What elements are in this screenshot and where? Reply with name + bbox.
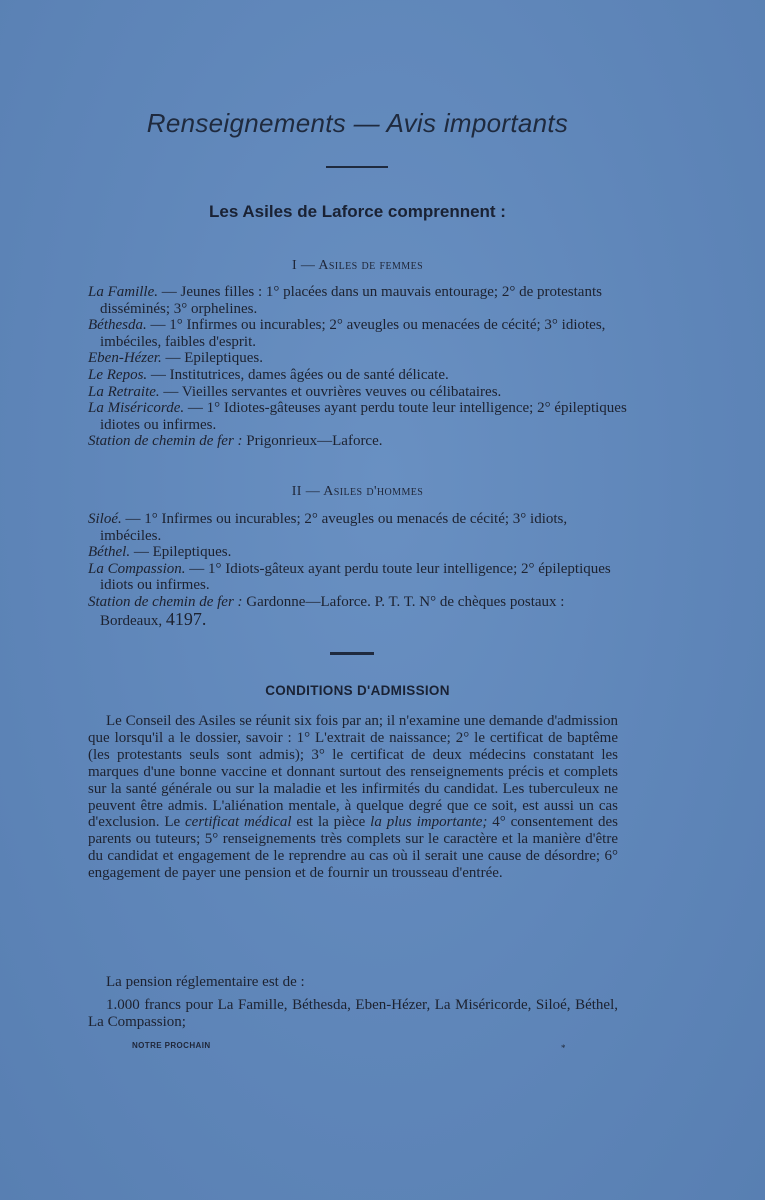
catchword: NOTRE PROCHAIN [132, 1041, 211, 1050]
conditions-paragraph [88, 713, 618, 882]
pension-intro: La pension réglementaire est de : [106, 974, 305, 990]
list-item [88, 317, 628, 350]
section-women-list [88, 284, 628, 450]
entry-text: — 1° Infirmes ou incurables; 2° aveugles ou menacés de cécité; 3° idiots, imbéciles. [100, 511, 568, 544]
divider-rule [330, 652, 374, 655]
entry-label: Station de chemin de fer : [88, 593, 243, 610]
page-subtitle: Les Asiles de Laforce comprennent : [209, 202, 506, 221]
section-heading-women: I — Asiles de femmes [291, 258, 424, 273]
entry-label: Eben-Hézer. [88, 350, 162, 367]
entry-label: La Retraite. [88, 383, 160, 400]
entry-label: Béthesda. [88, 317, 147, 334]
account-number: 4197. [165, 608, 207, 629]
conditions-emphasis: la plus importante; [370, 814, 488, 831]
entry-label: Siloé. [88, 511, 122, 527]
list-item [88, 400, 628, 433]
entry-text: — 1° Idiotes-gâteuses ayant perdu toute leur intelligence; 2° épileptiques idiotes ou infirmes. [100, 400, 627, 433]
list-item [88, 350, 628, 367]
list-item [88, 594, 628, 629]
list-item [88, 433, 628, 450]
conditions-text: 4° consentement des parents ou tuteurs; 5° renseignements très complets sur le caractère et la manière d'être du candidat et engagement de le reprendre au cas où il serait une cause de désordre; 6° engagement de payer une pension et de fournir un trousseau d'entrée. [88, 814, 618, 882]
entry-text: — Epileptiques. [130, 544, 232, 561]
entry-text: — Epileptiques. [161, 350, 263, 367]
list-item [88, 367, 628, 384]
entry-text: — Jeunes filles : 1° placées dans un mauvais entourage; 2° de protestants disséminés; 3° orphelines. [100, 284, 602, 317]
section-heading-men: II — Asiles d'hommes [291, 484, 424, 499]
entry-text: — Institutrices, dames âgées ou de santé délicate. [147, 366, 449, 383]
entry-label: Station de chemin de fer : [88, 433, 243, 450]
pension-paragraph [88, 974, 618, 1031]
entry-text: — 1° Idiots-gâteux ayant perdu toute leur intelligence; 2° épileptiques idiots ou infirmes. [100, 560, 611, 594]
page-title: Renseignements — Avis importants [146, 108, 569, 138]
entry-label: Le Repos. [88, 366, 148, 383]
entry-label: La Compassion. [88, 560, 186, 577]
list-item [88, 384, 628, 401]
list-item [88, 561, 628, 594]
conditions-heading: CONDITIONS D'ADMISSION [265, 683, 450, 698]
list-item [88, 284, 628, 317]
divider-rule [326, 166, 388, 168]
entry-text: Prigonrieux—Laforce. [242, 433, 383, 450]
entry-text: — Vieilles servantes et ouvrières veuves ou célibataires. [159, 383, 502, 400]
entry-text: — 1° Infirmes ou incurables; 2° aveugles ou menacées de cécité; 3° idiotes, imbéciles, faibles d'esprit. [100, 317, 606, 350]
entry-text: Gardonne—Laforce. P. T. T. N° de chèques postaux : Bordeaux, [100, 593, 565, 629]
entry-label: La Famille. [88, 284, 158, 300]
list-item [88, 544, 628, 561]
signature-mark: * [561, 1043, 566, 1053]
section-men-list [88, 511, 628, 629]
conditions-text: Le Conseil des Asiles se réunit six fois par an; il n'examine une demande d'admission que lorsqu'il a le dossier, savoir : 1° L'extrait de naissance; 2° le certificat de baptême (les protestants seuls sont admis); 3° le certificat de deux médecins constatant les marques d'une bonne vaccine et donnant surtout des renseignements précis et complets sur la santé générale ou sur la maladie et les infirmités du candidat. Les tuberculeux ne peuvent être admis. L'aliénation mentale, à quelque degré que ce soit, est aussi un cas d'exclusion. Le [88, 713, 618, 831]
list-item [88, 511, 628, 544]
conditions-text: est la pièce [291, 814, 371, 831]
entry-label: Béthel. [88, 544, 131, 561]
conditions-emphasis: certificat médical [185, 814, 292, 831]
entry-label: La Miséricorde. [88, 400, 185, 417]
pension-detail: 1.000 francs pour La Famille, Béthesda, Eben-Hézer, La Miséricorde, Siloé, Béthel, La Compassion; [88, 996, 618, 1030]
